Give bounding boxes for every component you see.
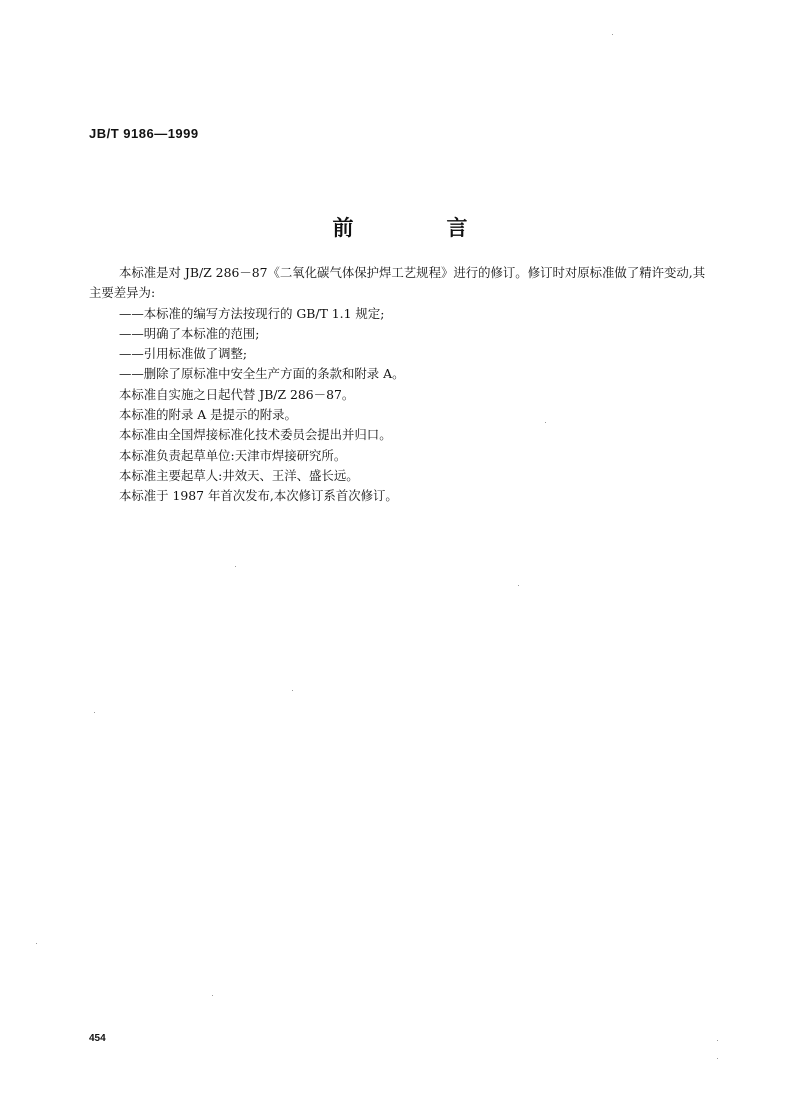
scan-speck <box>94 712 95 713</box>
scan-speck <box>545 422 546 423</box>
paragraph: 本标准于 1987 年首次发布,本次修订系首次修订。 <box>119 488 398 504</box>
foreword-body <box>89 263 714 507</box>
list-item: ——本标准的编写方法按现行的 GB/T 1.1 规定; <box>119 305 385 321</box>
scan-speck <box>292 690 293 691</box>
paragraph-intro: 本标准是对 JB/Z 286－87《二氧化碳气体保护焊工艺规程》进行的修订。修订时对原标准做了精许变动,其主要差异为: <box>89 265 706 301</box>
paragraph: 本标准自实施之日起代替 JB/Z 286－87。 <box>119 386 355 402</box>
scan-speck <box>717 1040 718 1041</box>
scan-speck <box>36 943 37 944</box>
list-item: ——明确了本标准的范围; <box>119 325 260 341</box>
scan-speck <box>717 1058 718 1059</box>
paragraph: 本标准负责起草单位:天津市焊接研究所。 <box>119 447 347 463</box>
list-item: ——引用标准做了调整; <box>119 346 248 362</box>
scan-speck <box>235 566 236 567</box>
page-title: 前 言 <box>332 215 504 240</box>
paragraph: 本标准主要起草人:井效天、王洋、盛长远。 <box>119 467 359 483</box>
scan-speck <box>518 585 519 586</box>
paragraph: 本标准的附录 A 是提示的附录。 <box>119 407 297 423</box>
scan-speck <box>212 995 213 996</box>
page-number: 454 <box>89 1033 106 1044</box>
list-item: ——删除了原标准中安全生产方面的条款和附录 A。 <box>119 366 405 382</box>
paragraph: 本标准由全国焊接标准化技术委员会提出并归口。 <box>119 427 392 443</box>
scan-speck <box>612 34 613 35</box>
standard-code: JB/T 9186—1999 <box>89 126 199 141</box>
